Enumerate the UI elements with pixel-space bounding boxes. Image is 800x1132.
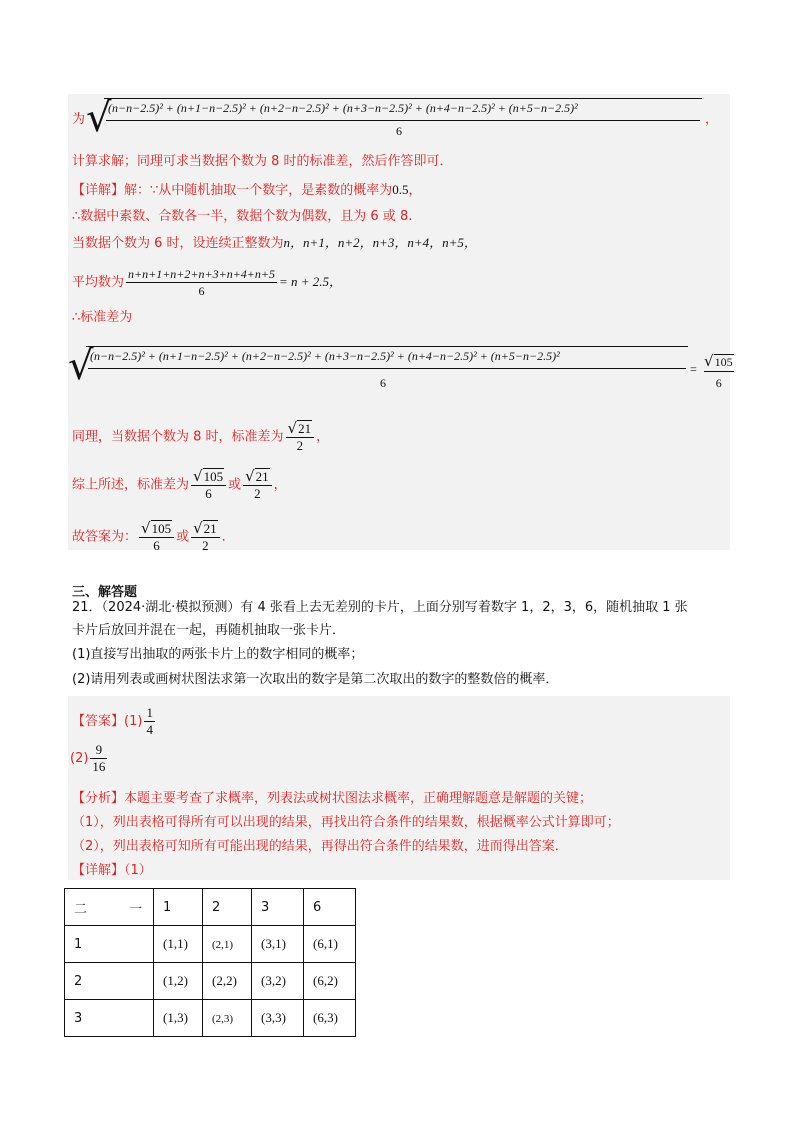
answer-or: 或 (176, 529, 190, 545)
outcome-table (64, 888, 356, 1037)
answer-frac1-num: 105 (151, 521, 172, 536)
answer-row1 (72, 705, 157, 738)
summary-frac1-den: 6 (205, 486, 212, 501)
pair-value: (6,1) (313, 936, 338, 951)
detail-end: ， (408, 183, 422, 198)
table-row (65, 963, 356, 1000)
pair-value: (2,1) (212, 938, 234, 951)
calc-line: 计算求解；同理可求当数据个数为 8 时的标准差，然后作答即可． (72, 154, 453, 169)
answer-end: ． (221, 529, 235, 545)
sd-radical-sign: √ (68, 343, 94, 389)
corner-right: 一 (129, 901, 143, 917)
question-part2: (2)请用列表或画树状图法求第一次取出的数字是第二次取出的数字的整数倍的概率． (72, 672, 559, 687)
table-header-row (65, 889, 356, 926)
detail-text: 解：∵从中随机抽取一个数字，是素数的概率为 (124, 183, 393, 198)
sd-result-num: 105 (714, 355, 733, 369)
table-cell (304, 926, 356, 963)
row-label: 3 (65, 1000, 154, 1037)
table-header-cell: 1 (154, 889, 203, 926)
summary-frac2: $\frac{√21}{2}$ (243, 468, 272, 502)
section-heading: 三、解答题 (72, 585, 138, 600)
table-cell (252, 926, 304, 963)
mean-denominator: 6 (198, 284, 205, 298)
intro-suffix: ， (705, 112, 719, 127)
when6-vars: n，n+1，n+2，n+3，n+4，n+5， (283, 235, 477, 250)
table-header-cell: 3 (252, 889, 304, 926)
detail-heading: 【详解】（1） (72, 863, 152, 878)
table-row (65, 1000, 356, 1037)
radical-bar (104, 98, 702, 99)
summary-frac2-den: 2 (254, 486, 261, 501)
when6-line (72, 234, 477, 253)
answer-text: 故答案为： (72, 529, 138, 545)
table-cell (252, 1000, 304, 1037)
big-denominator: 6 (396, 124, 402, 138)
ans2-num: 9 (90, 742, 107, 759)
table-header-cell: 6 (304, 889, 356, 926)
ans1-num: 1 (146, 705, 153, 720)
analysis-line: 【分析】本题主要考查了求概率，列表法或树状图法求概率，正确理解题意是解题的关键； (72, 791, 593, 806)
big-numerator: (n−n−2.5)² + (n+1−n−2.5)² + (n+2−n−2.5)² + (n+3−n−2.5)² + (n+4−n−2.5)² + (n+5−n−2.5)² (108, 101, 578, 115)
answer-frac2-num: 21 (203, 521, 217, 536)
pair-value: (3,2) (261, 973, 286, 988)
analysis-part2: （2），列出表格可知所有可能出现的结果，再得出符合条件的结果数，进而得出答案． (72, 839, 568, 854)
same-den: 2 (296, 438, 304, 453)
fraction-bar (106, 120, 700, 121)
table-cell (154, 963, 203, 1000)
pair-value: (1,2) (163, 973, 188, 988)
mean-result: = n + 2.5， (279, 274, 343, 289)
table-cell (304, 963, 356, 1000)
detail-label: 【详解】 (72, 183, 125, 198)
intro-prefix: 为 (72, 112, 86, 127)
question-line1: 21．（2024·湖北·模拟预测）有 4 张看上去无差别的卡片，上面分别写着数字 1，2，3，6，随机抽取 1 张 (72, 600, 688, 615)
summary-frac2-num: 21 (255, 469, 269, 484)
detail-line (72, 181, 422, 200)
ans1-label: (1) (124, 714, 143, 729)
mean-line (72, 266, 342, 299)
question-part1: (1)直接写出抽取的两张卡片上的数字相同的概率； (72, 647, 364, 662)
same-num: 21 (298, 421, 312, 436)
sd-equals: = (690, 362, 697, 376)
same-line (72, 420, 329, 454)
ans1-den: 4 (146, 722, 153, 737)
sd-radical-bar (86, 346, 688, 347)
answer-row2 (70, 742, 109, 775)
same-fraction: $\frac{√21}{2}$ (286, 420, 315, 454)
table-row (65, 926, 356, 963)
detail-prob: 0.5 (392, 182, 409, 197)
pair-value: (3,3) (261, 1010, 286, 1025)
therefore-line: ∴数据中素数、合数各一半，数据个数为偶数，且为 6 或 8. (72, 209, 413, 224)
analysis-part1: （1），列出表格可得所有可以出现的结果，再找出符合条件的结果数，根据概率公式计算即可； (72, 815, 620, 830)
row-label: 2 (65, 963, 154, 1000)
mean-fraction (126, 266, 277, 299)
summary-line (72, 468, 287, 502)
summary-frac1: $\frac{√105}{6}$ (191, 468, 226, 502)
answer-frac1-den: 6 (153, 538, 160, 553)
sd-result: √105 6 (704, 352, 733, 390)
ans2-label: (2) (70, 751, 89, 766)
table-cell (252, 963, 304, 1000)
sd-denominator: 6 (380, 376, 386, 390)
same-end: ， (316, 429, 330, 445)
table-cell (203, 926, 252, 963)
same-text: 同理，当数据个数为 8 时，标准差为 (72, 429, 284, 445)
pair-value: (1,3) (163, 1010, 188, 1025)
question-line2: 卡片后放回并混在一起，再随机抽取一张卡片． (72, 623, 346, 638)
table-cell (154, 1000, 203, 1037)
table-cell (203, 1000, 252, 1037)
summary-or: 或 (228, 477, 242, 493)
mean-label: 平均数为 (72, 275, 125, 290)
table-cell (154, 926, 203, 963)
ans1-fraction (144, 705, 155, 738)
ans2-fraction (90, 742, 107, 775)
sd-label: ∴标准差为 (72, 310, 133, 325)
table-header-cell: 2 (203, 889, 252, 926)
table-cell (203, 963, 252, 1000)
pair-value: (2,2) (212, 973, 237, 988)
summary-text: 综上所述，标准差为 (72, 477, 190, 493)
sd-numerator: (n−n−2.5)² + (n+1−n−2.5)² + (n+2−n−2.5)² + (n+3−n−2.5)² + (n+4−n−2.5)² + (n+5−n−2.5)² (90, 349, 560, 363)
summary-end: ， (273, 477, 287, 493)
row-label: 1 (65, 926, 154, 963)
summary-frac1-num: 105 (203, 469, 224, 484)
table-cell (304, 1000, 356, 1037)
sd-fraction-bar (88, 368, 686, 369)
pair-value: (6,3) (313, 1010, 338, 1025)
mean-numerator: n+n+1+n+2+n+3+n+4+n+5 (128, 267, 275, 281)
pair-value: (2,3) (212, 1012, 234, 1025)
answer-line (72, 520, 235, 554)
sd-result-den: 6 (704, 371, 734, 391)
pair-value: (6,2) (313, 973, 338, 988)
pair-value: (3,1) (261, 936, 286, 951)
table-corner-cell (65, 889, 154, 926)
answer-frac1: $\frac{√105}{6}$ (139, 520, 174, 554)
answer-frac2: $\frac{√21}{2}$ (191, 520, 220, 554)
corner-left: 二 (74, 901, 88, 917)
answer-frac2-den: 2 (202, 538, 209, 553)
when6-text: 当数据个数为 6 时，设连续正整数为 (72, 236, 284, 251)
ans2-den: 16 (92, 759, 106, 774)
pair-value: (1,1) (163, 936, 188, 951)
answer-label: 【答案】 (72, 714, 125, 729)
radical-sign: √ (86, 95, 112, 141)
